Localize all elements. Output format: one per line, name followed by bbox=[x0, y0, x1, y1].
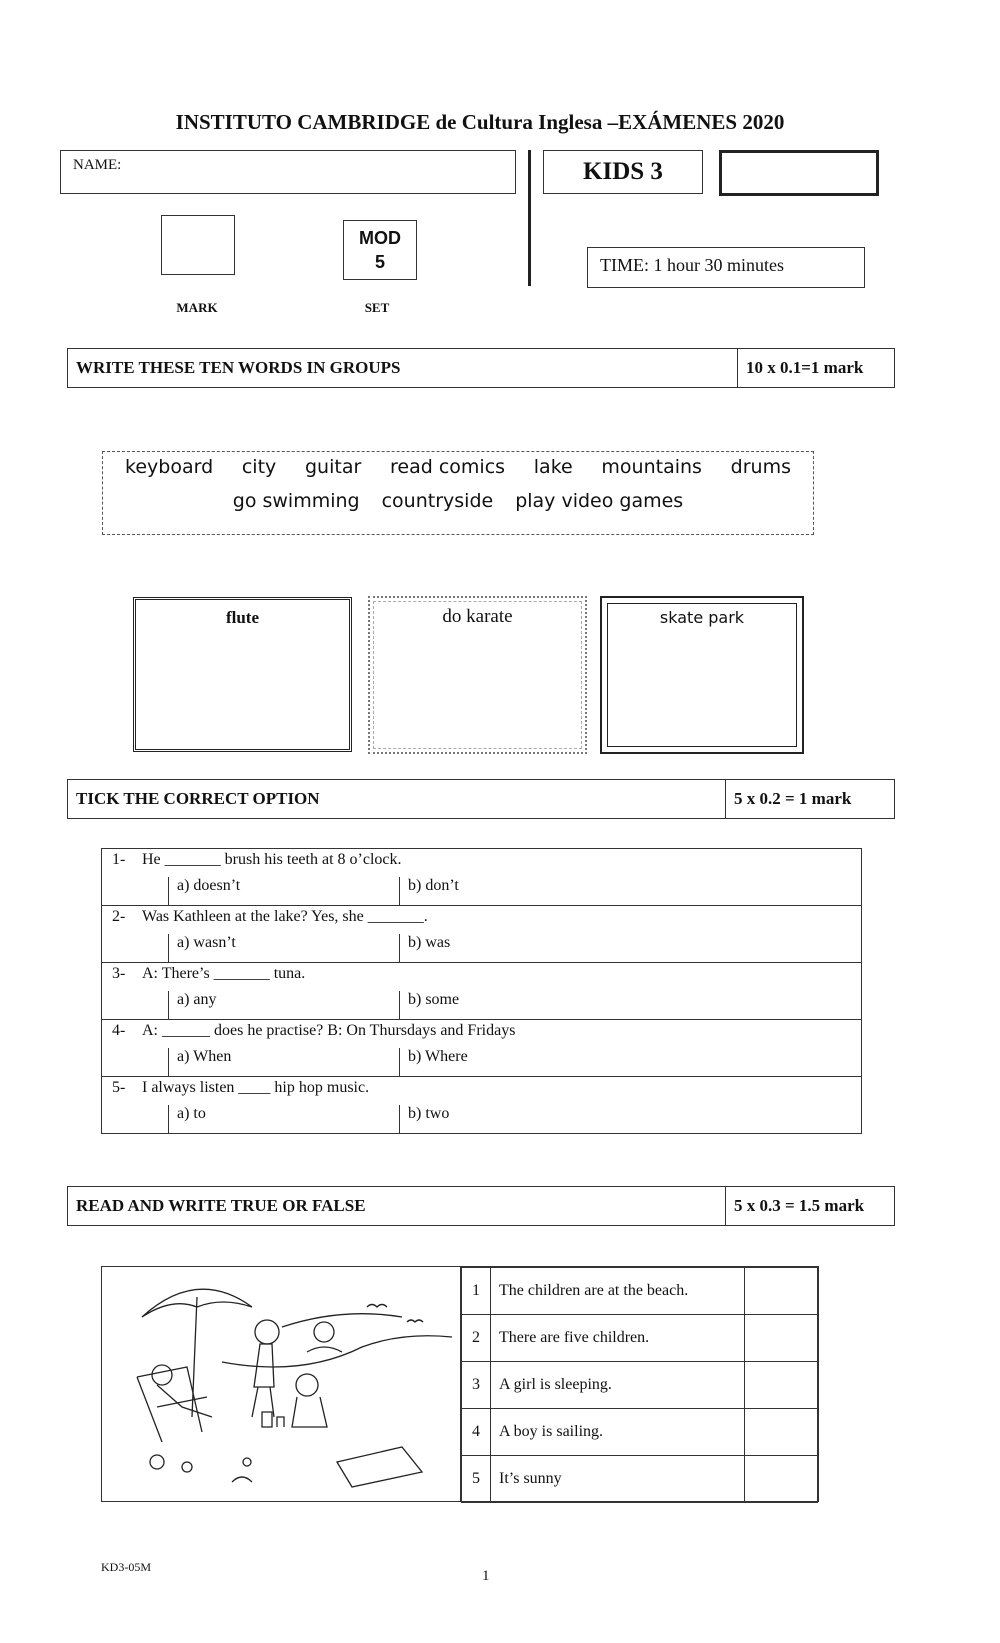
word-item: city bbox=[241, 456, 277, 478]
section-groups-header bbox=[67, 348, 895, 388]
question-text: He _______ brush his teeth at 8 o’clock. bbox=[142, 851, 402, 868]
question-text: A: ______ does he practise? B: On Thursdays and Fridays bbox=[142, 1022, 516, 1039]
section-title: WRITE THESE TEN WORDS IN GROUPS bbox=[68, 349, 738, 387]
word-item: read comics bbox=[390, 456, 506, 478]
word-item: guitar bbox=[305, 456, 362, 478]
option-b[interactable]: b) Where bbox=[399, 1048, 468, 1076]
section-title: TICK THE CORRECT OPTION bbox=[68, 780, 726, 818]
question-number: 5- bbox=[112, 1079, 126, 1096]
question-number: 4- bbox=[112, 1022, 126, 1039]
statement-number: 2 bbox=[462, 1315, 491, 1362]
question-text: A: There’s _______ tuna. bbox=[142, 965, 306, 982]
question-row bbox=[102, 1020, 861, 1077]
divider-line bbox=[528, 150, 531, 286]
option-a[interactable]: a) to bbox=[168, 1105, 206, 1133]
question-row bbox=[102, 849, 861, 906]
group-box-flute[interactable] bbox=[133, 597, 352, 752]
true-false-block bbox=[101, 1266, 819, 1502]
statement-row bbox=[462, 1409, 818, 1456]
answer-cell[interactable] bbox=[745, 1409, 818, 1456]
option-a[interactable]: a) When bbox=[168, 1048, 231, 1076]
question-number: 1- bbox=[112, 851, 126, 868]
time-box: TIME: 1 hour 30 minutes bbox=[587, 247, 865, 288]
mark-box[interactable] bbox=[161, 215, 235, 275]
option-a[interactable]: a) any bbox=[168, 991, 217, 1019]
group-label: do karate bbox=[442, 606, 513, 627]
set-label: SET bbox=[364, 300, 390, 315]
answer-cell[interactable] bbox=[745, 1362, 818, 1409]
word-item: mountains bbox=[601, 456, 702, 478]
tick-question-table bbox=[101, 848, 862, 1134]
question-row bbox=[102, 1077, 861, 1133]
statement-text: The children are at the beach. bbox=[491, 1268, 745, 1315]
question-number: 3- bbox=[112, 965, 126, 982]
question-text: I always listen ____ hip hop music. bbox=[142, 1079, 370, 1096]
section-title: READ AND WRITE TRUE OR FALSE bbox=[68, 1187, 726, 1225]
question-number: 2- bbox=[112, 908, 126, 925]
statement-row bbox=[462, 1456, 818, 1503]
mod-number: 5 bbox=[374, 252, 385, 272]
option-b[interactable]: b) some bbox=[399, 991, 459, 1019]
section-mark: 10 x 0.1=1 mark bbox=[746, 358, 864, 377]
answer-cell[interactable] bbox=[745, 1268, 818, 1315]
statement-text: There are five children. bbox=[491, 1315, 745, 1362]
mark-label: MARK bbox=[176, 300, 218, 315]
statement-row bbox=[462, 1362, 818, 1409]
section-mark: 5 x 0.2 = 1 mark bbox=[734, 789, 852, 808]
group-box-karate[interactable] bbox=[368, 596, 587, 754]
statement-number: 4 bbox=[462, 1409, 491, 1456]
name-label: NAME: bbox=[73, 157, 122, 173]
question-row bbox=[102, 906, 861, 963]
beach-illustration bbox=[102, 1267, 461, 1501]
group-box-skate-park[interactable] bbox=[600, 596, 804, 754]
statement-number: 3 bbox=[462, 1362, 491, 1409]
statement-row bbox=[462, 1268, 818, 1315]
statement-row bbox=[462, 1315, 818, 1362]
answer-cell[interactable] bbox=[745, 1315, 818, 1362]
beach-scene-drawing bbox=[102, 1267, 458, 1501]
statement-number: 5 bbox=[462, 1456, 491, 1503]
page-number: 1 bbox=[482, 1568, 490, 1584]
word-item: countryside bbox=[381, 490, 494, 512]
statement-number: 1 bbox=[462, 1268, 491, 1315]
group-label: skate park bbox=[659, 608, 745, 627]
group-label: flute bbox=[225, 608, 260, 627]
word-item: go swimming bbox=[232, 490, 360, 512]
word-item: play video games bbox=[515, 490, 684, 512]
question-row bbox=[102, 963, 861, 1020]
level-box: KIDS 3 bbox=[543, 150, 703, 194]
option-b[interactable]: b) don’t bbox=[399, 877, 459, 905]
word-item: keyboard bbox=[125, 456, 214, 478]
option-b[interactable]: b) was bbox=[399, 934, 450, 962]
exam-title: INSTITUTO CAMBRIDGE de Cultura Inglesa –EXÁMENES 2020 bbox=[175, 110, 785, 134]
word-item: drums bbox=[730, 456, 791, 478]
name-field[interactable] bbox=[60, 150, 516, 194]
word-item: lake bbox=[533, 456, 573, 478]
section-true-false-header bbox=[67, 1186, 895, 1226]
section-mark: 5 x 0.3 = 1.5 mark bbox=[734, 1196, 865, 1215]
statement-text: A girl is sleeping. bbox=[491, 1362, 745, 1409]
true-false-table bbox=[461, 1267, 818, 1503]
question-text: Was Kathleen at the lake? Yes, she _______. bbox=[142, 908, 428, 925]
document-code: KD3-05M bbox=[101, 1560, 151, 1574]
answer-cell[interactable] bbox=[745, 1456, 818, 1503]
mod-box bbox=[343, 220, 417, 280]
section-tick-header bbox=[67, 779, 895, 819]
statement-text: A boy is sailing. bbox=[491, 1409, 745, 1456]
mod-label: MOD bbox=[359, 228, 401, 248]
option-a[interactable]: a) doesn’t bbox=[168, 877, 240, 905]
option-a[interactable]: a) wasn’t bbox=[168, 934, 236, 962]
word-bank bbox=[102, 451, 814, 535]
blank-score-box[interactable] bbox=[719, 150, 879, 196]
statement-text: It’s sunny bbox=[491, 1456, 745, 1503]
option-b[interactable]: b) two bbox=[399, 1105, 449, 1133]
